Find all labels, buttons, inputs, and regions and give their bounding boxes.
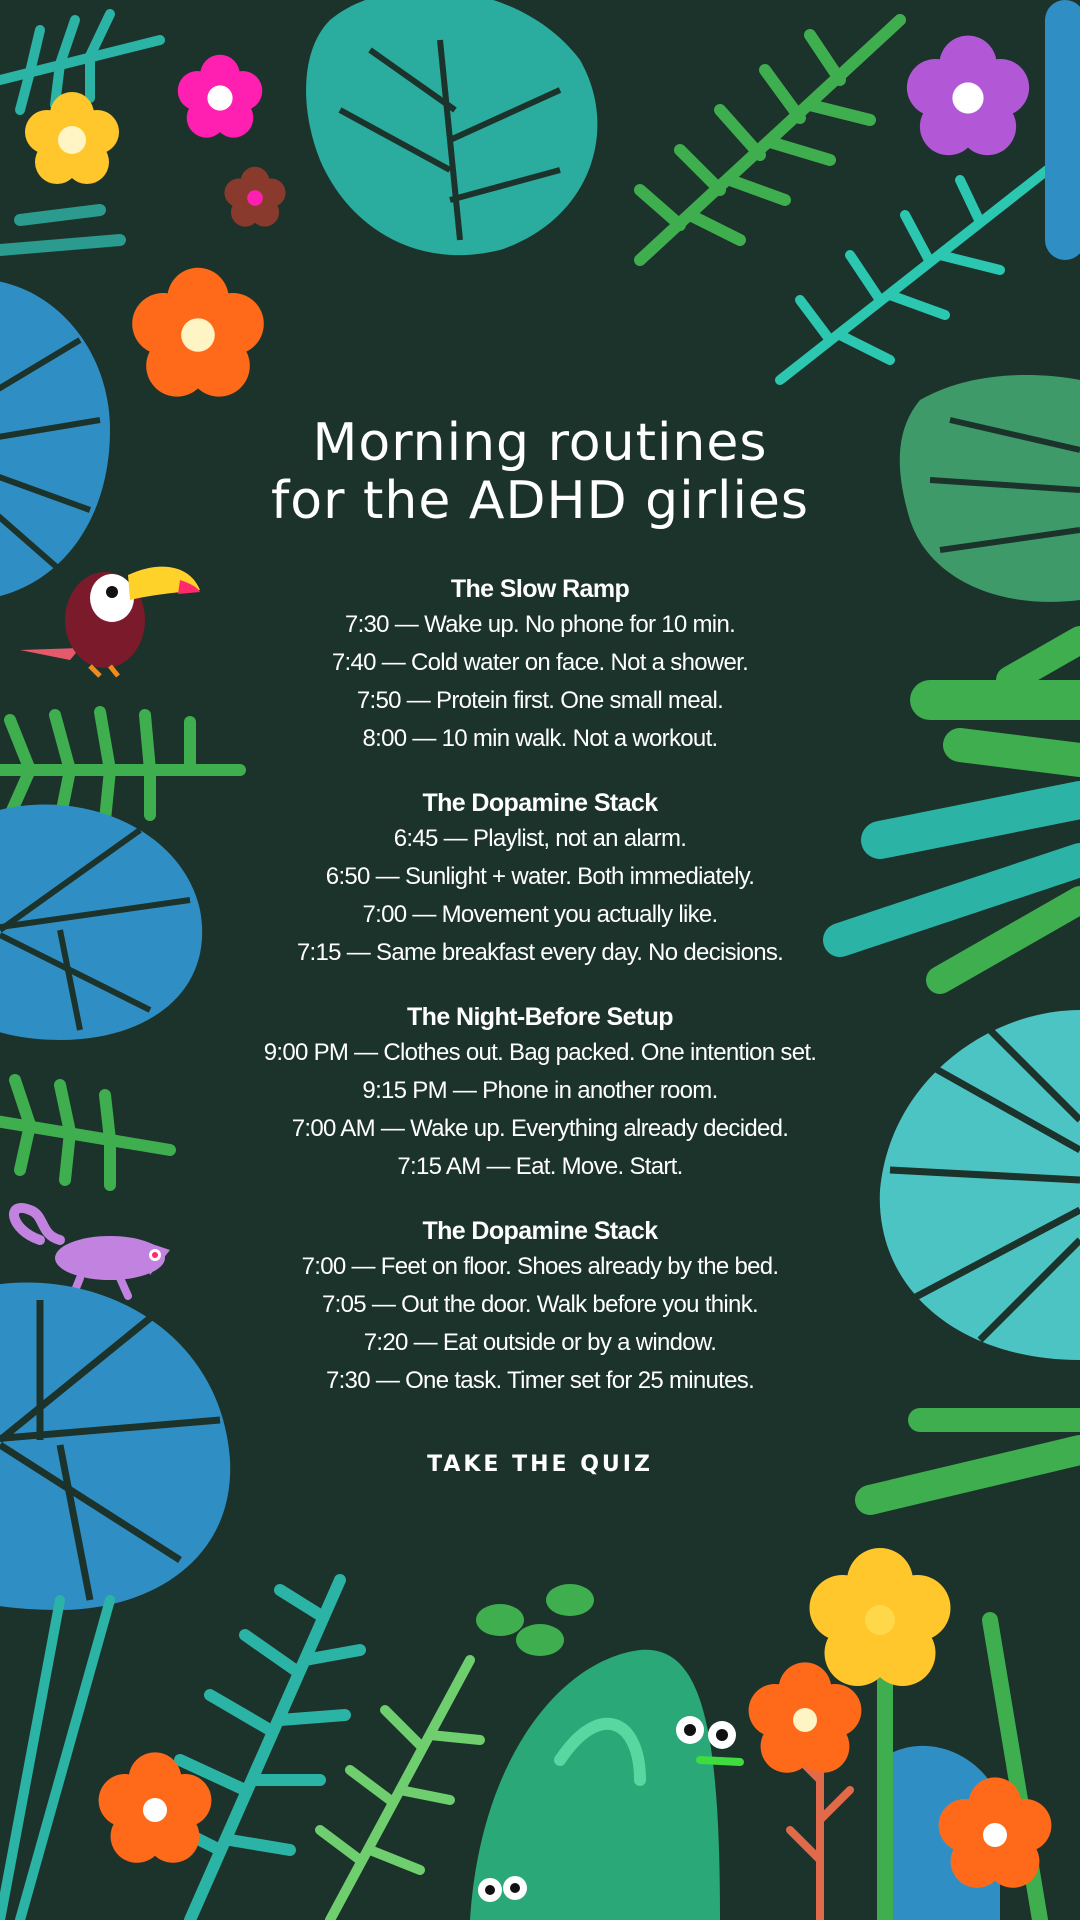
routine-dopamine-stack-2 <box>0 1214 1080 1400</box>
main-content <box>0 400 1080 1481</box>
fern-icon <box>160 1580 360 1920</box>
fern-icon <box>640 20 900 260</box>
routine-step: 7:30 — Wake up. No phone for 10 min. <box>344 611 736 638</box>
flower-icon <box>25 92 119 184</box>
routine-step: 7:50 — Protein first. One small meal. <box>356 687 724 714</box>
fern-icon <box>780 160 1060 380</box>
routine-step: 7:00 AM — Wake up. Everything already decided. <box>291 1115 789 1142</box>
routine-step: 6:45 — Playlist, not an alarm. <box>393 825 687 852</box>
frog-icon <box>470 1650 740 1920</box>
routine-list <box>0 572 1080 1400</box>
routine-slow-ramp <box>0 572 1080 758</box>
routine-step: 8:00 — 10 min walk. Not a workout. <box>362 725 718 752</box>
routine-step: 7:00 — Movement you actually like. <box>362 901 718 928</box>
routine-title: The Dopamine Stack <box>422 789 658 817</box>
routine-title: The Slow Ramp <box>450 575 630 603</box>
routine-title: The Dopamine Stack <box>422 1217 658 1245</box>
routine-step: 7:00 — Feet on floor. Shoes already by the bed. <box>301 1253 779 1280</box>
routine-step: 7:20 — Eat outside or by a window. <box>363 1329 717 1356</box>
flower-icon <box>132 268 264 397</box>
routine-step: 9:15 PM — Phone in another room. <box>362 1077 718 1104</box>
fern-icon <box>0 210 120 250</box>
routine-night-before-setup <box>0 1000 1080 1186</box>
routine-step: 7:15 AM — Eat. Move. Start. <box>397 1153 683 1180</box>
take-quiz-button[interactable]: TAKE THE QUIZ <box>427 1452 653 1477</box>
fern-icon <box>320 1660 480 1920</box>
flower-icon <box>178 55 263 138</box>
routine-title: The Night-Before Setup <box>407 1003 673 1031</box>
title-line-1: Morning routines <box>312 413 768 473</box>
leaf-icon <box>476 1584 594 1656</box>
routine-step: 7:05 — Out the door. Walk before you think. <box>322 1291 758 1318</box>
routine-step: 6:50 — Sunlight + water. Both immediately. <box>325 863 755 890</box>
routine-step: 7:15 — Same breakfast every day. No decisions. <box>296 939 784 966</box>
routine-dopamine-stack <box>0 786 1080 972</box>
flower-icon <box>810 1548 951 1686</box>
flower-icon <box>224 167 285 227</box>
title-line-2: for the ADHD girlies <box>271 471 809 531</box>
flower-icon <box>907 36 1029 156</box>
routine-step: 7:40 — Cold water on face. Not a shower. <box>331 649 749 676</box>
routine-step: 7:30 — One task. Timer set for 25 minutes. <box>325 1367 755 1394</box>
monstera-leaf-icon <box>306 0 597 255</box>
leaf-icon <box>1045 0 1080 260</box>
routine-step: 9:00 PM — Clothes out. Bag packed. One intention set. <box>263 1039 817 1066</box>
fern-icon <box>0 1600 110 1920</box>
page-title <box>0 414 1080 530</box>
